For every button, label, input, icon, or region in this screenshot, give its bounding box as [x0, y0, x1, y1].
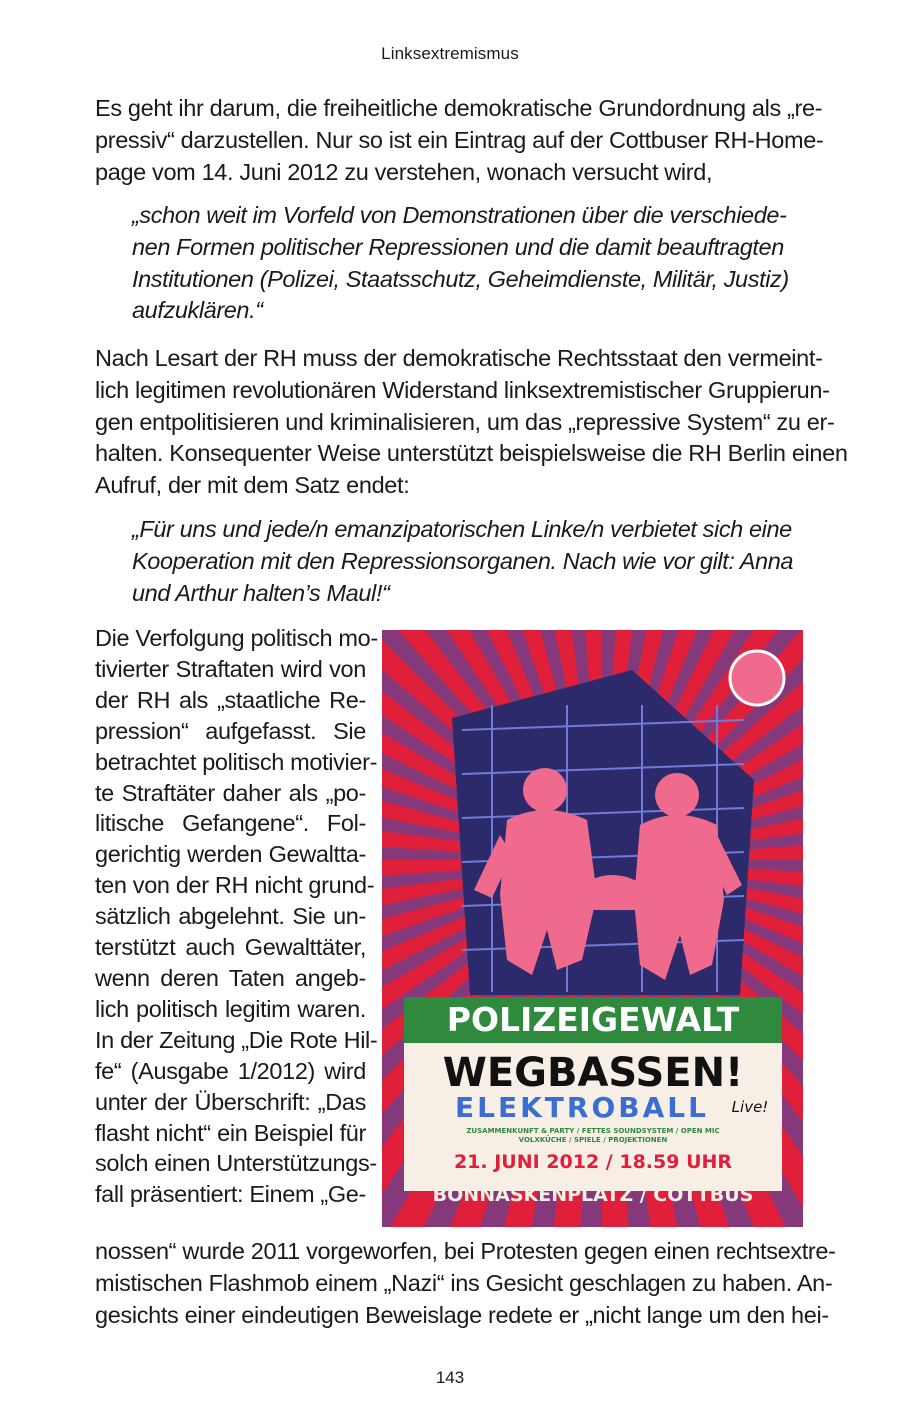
- text-line: gesichts einer eindeutigen Beweislage redete er „nicht lange um den hei-: [95, 1301, 829, 1328]
- page-number: 143: [435, 1368, 465, 1387]
- paragraph-3: [95, 1236, 836, 1331]
- text-line: wenn deren Taten angeb-: [95, 964, 366, 991]
- text-line: lich legitimen revolutionären Widerstand linksextremistischer Gruppierun-: [95, 376, 830, 403]
- text-line: fall präsentiert: Einem „Ge-: [95, 1181, 366, 1208]
- sticker-badge: [730, 651, 784, 705]
- quote-line: „Für uns und jede/n emanzipatorischen Linke/n verbietet sich eine: [132, 516, 792, 542]
- event-poster-image: [382, 630, 803, 1227]
- side-column-text: [95, 623, 378, 1210]
- quote-line: Institutionen (Polizei, Staatsschutz, Geheimdienste, Militär, Justiz): [132, 265, 789, 292]
- text-line: solch einen Unterstützungs-: [95, 1150, 377, 1177]
- text-line: mistischen Flashmob einem „Nazi“ ins Gesicht geschlagen zu haben. An-: [95, 1269, 833, 1296]
- text-line: unter der Überschrift: „Das: [95, 1088, 366, 1115]
- poster-date-time: 21. JUNI 2012 / 18.59 UHR: [453, 1151, 733, 1173]
- text-line: In der Zeitung „Die Rote Hil-: [95, 1026, 378, 1053]
- poster-program-1: ZUSAMMENKUNFT & PARTY / FETTES SOUNDSYSTEM / OPEN MIC: [466, 1127, 720, 1135]
- block-quote-1: [132, 200, 789, 327]
- text-line: page vom 14. Juni 2012 zu verstehen, wonach versucht wird,: [95, 158, 713, 185]
- poster-location: BONNASKENPLATZ / COTTBUS: [432, 1184, 754, 1206]
- poster-live-tag: Live!: [731, 1098, 769, 1116]
- text-line: ten von der RH nicht grund-: [95, 872, 375, 899]
- poster-artwork: [382, 630, 803, 1227]
- text-line: fe“ (Ausgabe 1/2012) wird: [95, 1057, 366, 1084]
- text-line: Nach Lesart der RH muss der demokratische Rechtsstaat den vermeint-: [95, 345, 823, 371]
- text-line: gen entpolitisieren und kriminalisieren, um das „repressive System“ zu er-: [95, 408, 835, 435]
- running-head: Linksextremismus: [381, 44, 519, 63]
- text-line: betrachtet politisch motivier-: [95, 748, 378, 775]
- poster-subline: WEGBASSEN!: [442, 1050, 744, 1096]
- block-quote-2: [132, 514, 794, 609]
- text-line: nossen“ wurde 2011 vorgeworfen, bei Protesten gegen einen rechtsextre-: [95, 1238, 836, 1264]
- poster-event-type: ELEKTROBALL: [455, 1091, 709, 1124]
- poster-program-2: VOLXKÜCHE / SPIELE / PROJEKTIONEN: [518, 1136, 668, 1144]
- paragraph-1: [95, 93, 824, 188]
- text-line: sätzlich abgelehnt. Sie un-: [95, 903, 366, 930]
- text-line: pressiv“ darzustellen. Nur so ist ein Eintrag auf der Cottbuser RH-Home-: [95, 126, 824, 153]
- text-line: lich politisch legitim waren.: [95, 995, 366, 1022]
- text-line: halten. Konsequenter Weise unterstützt beispielsweise die RH Berlin einen: [95, 440, 848, 467]
- text-line: terstützt auch Gewalttäter,: [95, 934, 366, 961]
- text-line: Die Verfolgung politisch mo-: [95, 625, 378, 651]
- text-line: flasht nicht“ ein Beispiel für: [95, 1119, 366, 1146]
- text-line: Es geht ihr darum, die freiheitliche demokratische Grundordnung als „re-: [95, 95, 823, 121]
- text-line: te Straftäter daher als „po-: [95, 779, 366, 806]
- text-line: tivierter Straftaten wird von: [95, 655, 366, 682]
- quote-line: Kooperation mit den Repressionsorganen. Nach wie vor gilt: Anna: [132, 547, 794, 574]
- text-line: pression“ aufgefasst. Sie: [95, 717, 366, 744]
- poster-headline: POLIZEIGEWALT: [446, 1000, 740, 1039]
- quote-line: „schon weit im Vorfeld von Demonstrationen über die verschiede-: [132, 202, 787, 228]
- quote-line: nen Formen politischer Repressionen und die damit beauftragten: [132, 233, 784, 260]
- paragraph-2: [95, 343, 848, 502]
- text-line: der RH als „staatliche Re-: [95, 686, 366, 713]
- quote-line: aufzuklären.“: [132, 297, 263, 324]
- quote-line: und Arthur halten’s Maul!“: [132, 579, 390, 606]
- text-line: litische Gefangene“. Fol-: [95, 810, 366, 837]
- text-line: Aufruf, der mit dem Satz endet:: [95, 472, 410, 499]
- text-line: gerichtig werden Gewaltta-: [95, 841, 366, 868]
